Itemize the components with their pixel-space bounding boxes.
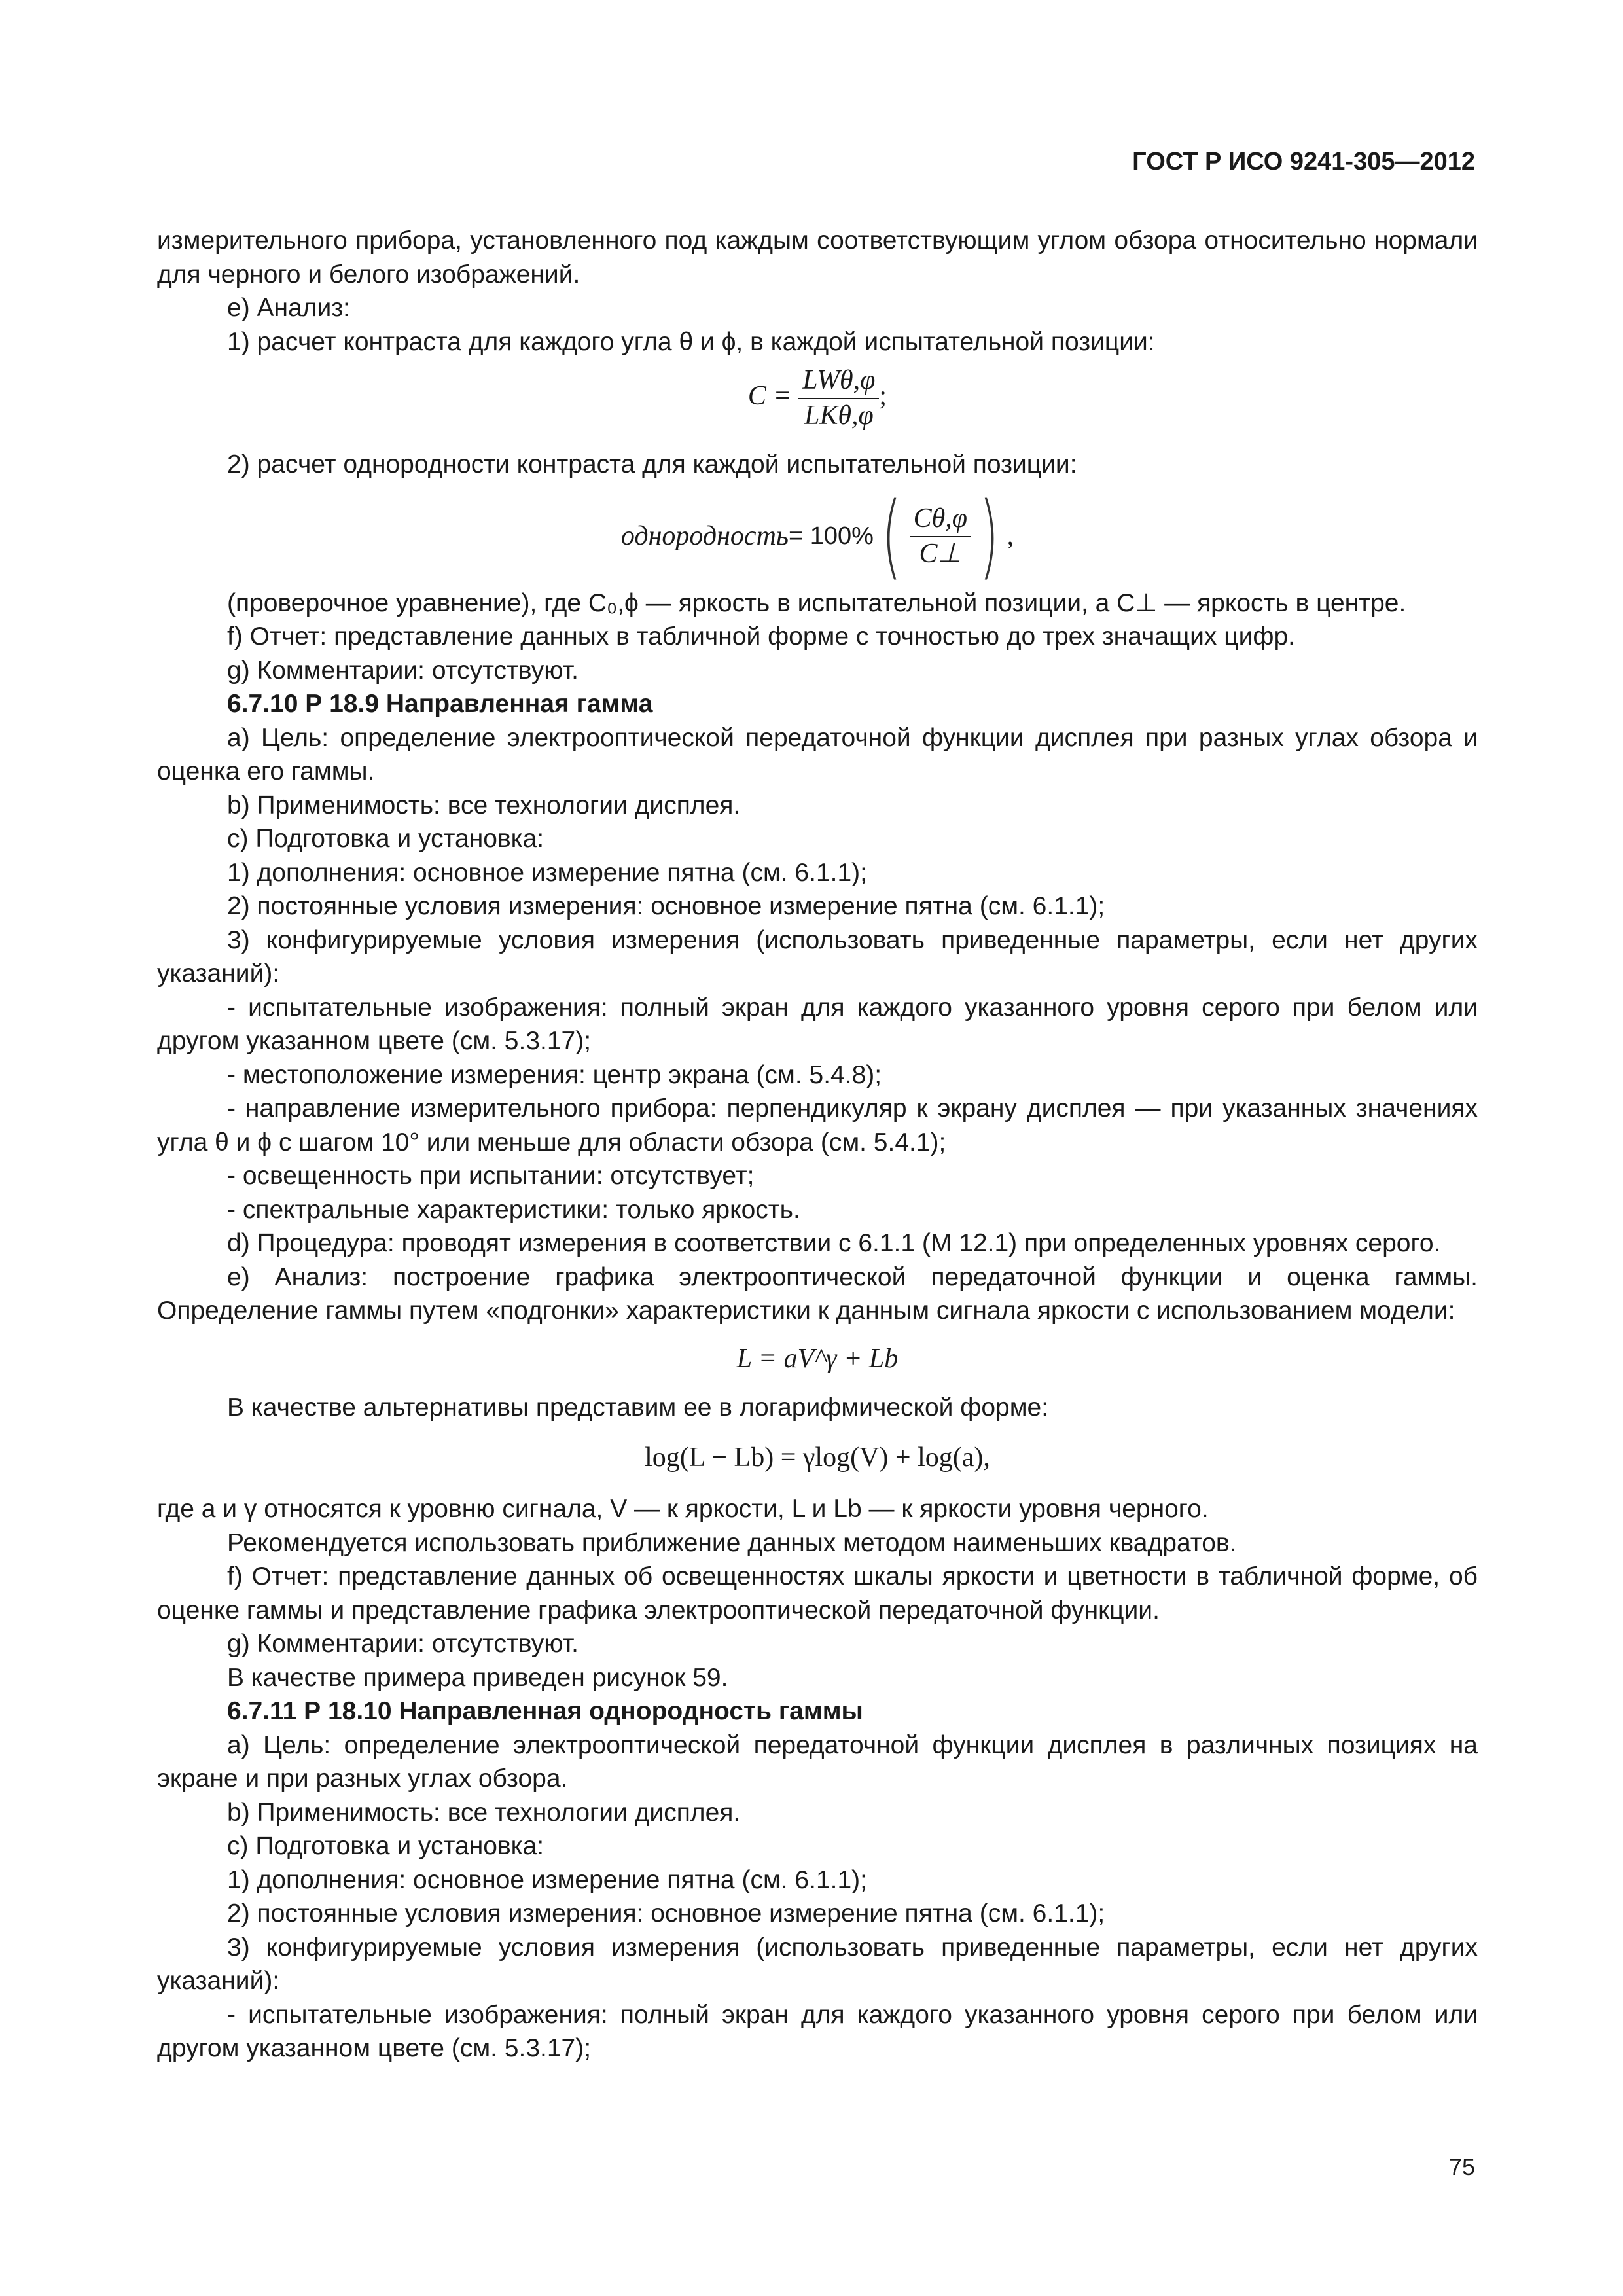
section-heading: 6.7.11 Р 18.10 Направленная однородность гаммы (227, 1697, 863, 1725)
document-body (157, 224, 1478, 2066)
formula-numerator: LWθ,φ (798, 364, 879, 399)
paragraph: 3) конфигурируемые условия измерения (использовать приведенные параметры, если нет других указаний): (157, 925, 1478, 988)
paragraph: - направление измерительного прибора: перпендикуляр к экрану дисплея — при указанных значениях угла θ и ϕ с шагом 10° или меньше для области обзора (см. 5.4.1); (157, 1094, 1478, 1157)
paragraph: е) Анализ: (227, 294, 351, 322)
section-heading: 6.7.10 Р 18.9 Направленная гамма (227, 690, 653, 718)
paragraph: b) Применимость: все технологии дисплея. (227, 791, 741, 819)
paragraph: где a и γ относятся к уровню сигнала, V — к яркости, L и Lb — к яркости уровня черного. (157, 1495, 1209, 1523)
paragraph: 1) дополнения: основное измерение пятна (см. 6.1.1); (227, 1865, 867, 1894)
paragraph: 1) дополнения: основное измерение пятна (см. 6.1.1); (227, 858, 867, 887)
paragraph: измерительного прибора, установленного под каждым соответствующим углом обзора относительно нормали для черного и белого изображений. (157, 226, 1478, 289)
paragraph: Рекомендуется использовать приближение данных методом наименьших квадратов. (227, 1528, 1237, 1557)
formula-text: log(L − Lb) = γlog(V) + log(a), (645, 1443, 990, 1473)
uniformity-formula (157, 482, 1478, 590)
paren-right: ) (979, 482, 999, 590)
paragraph: 2) постоянные условия измерения: основное измерение пятна (см. 6.1.1); (227, 892, 1105, 920)
paragraph: е) Анализ: построение графика электрооптической передаточной функции и оценка гаммы. Определение гаммы путем «подгонки» характеристики к данным сигнала яркости с использованием модели: (157, 1263, 1478, 1325)
formula-numerator: Cθ,φ (910, 502, 971, 537)
formula-fraction (910, 502, 971, 571)
paren-left: ( (882, 482, 902, 590)
formula-eq: = 100% (789, 522, 874, 550)
paragraph: с) Подготовка и установка: (227, 1832, 544, 1860)
paragraph: f) Отчет: представление данных в табличной форме с точностью до трех значащих цифр. (227, 622, 1296, 651)
paragraph: - испытательные изображения: полный экран для каждого указанного уровня серого при белом или другом указанном цвете (см. 5.3.17); (157, 2000, 1478, 2062)
paragraph: 2) постоянные условия измерения: основное измерение пятна (см. 6.1.1); (227, 1899, 1105, 1928)
paragraph: В качестве альтернативы представим ее в логарифмической форме: (227, 1393, 1049, 1422)
formula-label: однородность (620, 520, 789, 551)
formula-denominator: C⊥ (919, 538, 962, 569)
contrast-formula (157, 364, 1478, 448)
formula-denominator: LKθ,φ (804, 400, 874, 431)
paragraph: g) Комментарии: отсутствуют. (227, 656, 579, 685)
paragraph: g) Комментарии: отсутствуют. (227, 1630, 579, 1658)
page-number: 75 (1448, 2153, 1475, 2180)
paragraph: с) Подготовка и установка: (227, 825, 544, 853)
paragraph: 1) расчет контраста для каждого угла θ и ϕ, в каждой испытательной позиции: (227, 327, 1155, 356)
formula-fraction (798, 364, 879, 433)
paragraph: (проверочное уравнение), где C₀,ϕ — яркость в испытательной позиции, а C⊥ — яркость в центре. (227, 588, 1406, 617)
paragraph: d) Процедура: проводят измерения в соответствии с 6.1.1 (М 12.1) при определенных уровнях серого. (227, 1229, 1441, 1257)
paragraph: В качестве примера приведен рисунок 59. (227, 1663, 728, 1692)
formula-end: , (1007, 520, 1014, 551)
gamma-model-formula (157, 1328, 1478, 1391)
gamma-log-formula (157, 1424, 1478, 1492)
paragraph: 2) расчет однородности контраста для каждой испытательной позиции: (227, 450, 1077, 478)
paragraph: - освещенность при испытании: отсутствует; (227, 1162, 755, 1190)
formula-text: L = aV^γ + Lb (736, 1343, 899, 1374)
paragraph: 3) конфигурируемые условия измерения (использовать приведенные параметры, если нет других указаний): (157, 1933, 1478, 1995)
paragraph: b) Применимость: все технологии дисплея. (227, 1798, 741, 1827)
paragraph: - спектральные характеристики: только яркость. (227, 1195, 800, 1224)
formula-lhs: C = (747, 381, 792, 412)
paragraph: - местоположение измерения: центр экрана (см. 5.4.8); (227, 1060, 882, 1089)
paragraph: - испытательные изображения: полный экран для каждого указанного уровня серого при белом или другом указанном цвете (см. 5.3.17); (157, 993, 1478, 1055)
paragraph: а) Цель: определение электрооптической передаточной функции дисплея при разных углах обзора и оценка его гаммы. (157, 723, 1478, 785)
document-header: ГОСТ Р ИСО 9241-305—2012 (1132, 148, 1475, 175)
paragraph: f) Отчет: представление данных об освещенностях шкалы яркости и цветности в табличной форме, об оценке гаммы и представление графика электрооптической передаточной функции. (157, 1562, 1478, 1624)
paragraph: а) Цель: определение электрооптической передаточной функции дисплея в различных позициях на экране и при разных углах обзора. (157, 1731, 1478, 1793)
formula-end: ; (879, 381, 887, 412)
